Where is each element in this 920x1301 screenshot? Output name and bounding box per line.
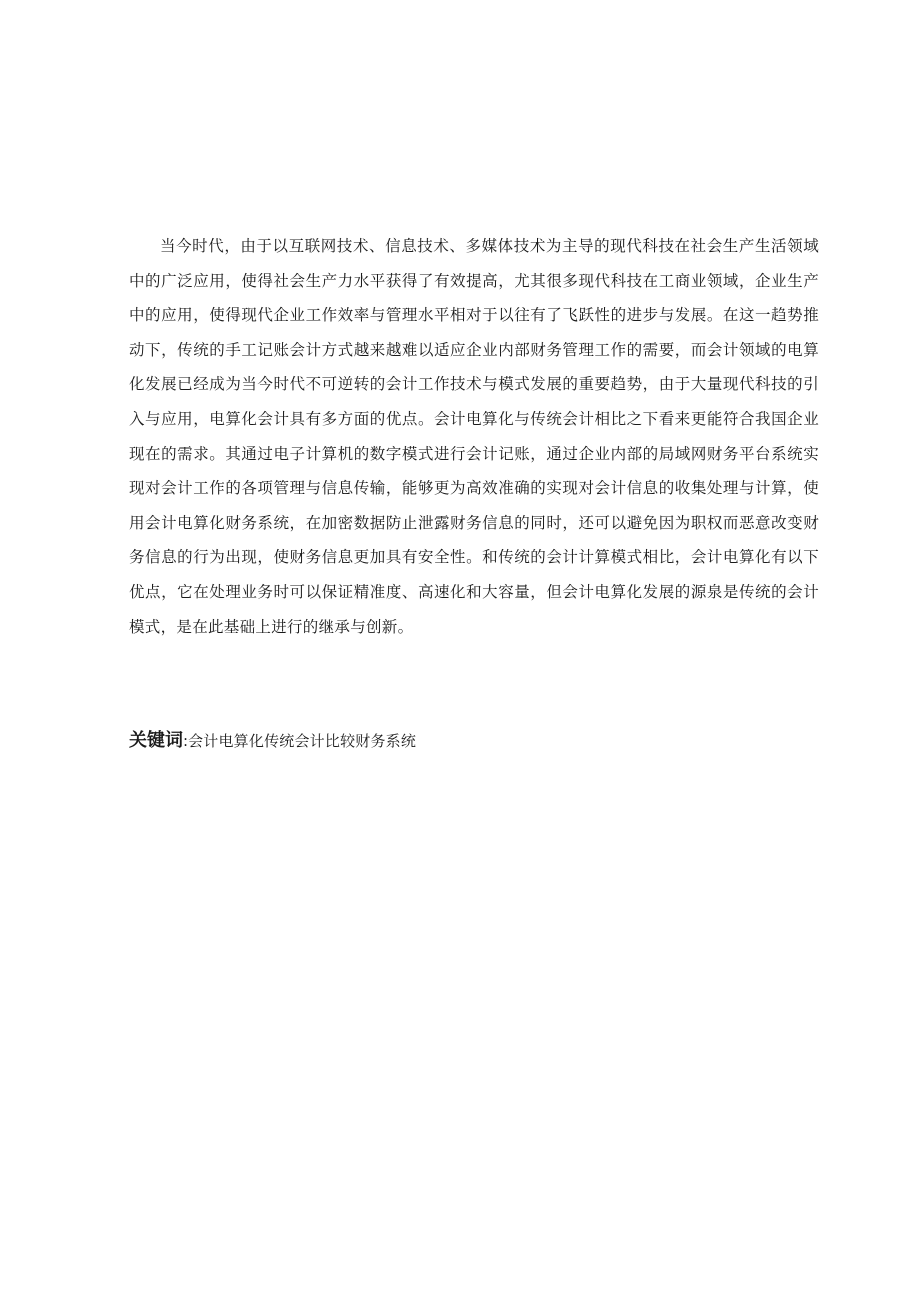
- abstract-paragraph: 当今时代，由于以互联网技术、信息技术、多媒体技术为主导的现代科技在社会生产生活领域中的广泛应用，使得社会生产力水平获得了有效提高，尤其很多现代科技在工商业领域，企业生产中的应用，使得现代企业工作效率与管理水平相对于以往有了飞跃性的进步与发展。在这一趋势推动下，传统的手工记账会计方式越来越难以适应企业内部财务管理工作的需要，而会计领域的电算化发展已经成为当今时代不可逆转的会计工作技术与模式发展的重要趋势，由于大量现代科技的引入与应用，电算化会计具有多方面的优点。会计电算化与传统会计相比之下看来更能符合我国企业现在的需求。其通过电子计算机的数字模式进行会计记账，通过企业内部的局域网财务平台系统实现对会计工作的各项管理与信息传输，能够更为高效准确的实现对会计信息的收集处理与计算，使用会计电算化财务系统，在加密数据防止泄露财务信息的同时，还可以避免因为职权而恶意改变财务信息的行为出现，使财务信息更加具有安全性。和传统的会计计算模式相比，会计电算化有以下优点，它在处理业务时可以保证精准度、高速化和大容量，但会计电算化发展的源泉是传统的会计模式，是在此基础上进行的继承与创新。: [129, 237, 819, 636]
- keywords-line: [129, 726, 416, 752]
- keywords-separator: :: [183, 732, 189, 750]
- keywords-label: 关键词: [129, 730, 183, 751]
- keywords-values: 会计电算化传统会计比较财务系统: [188, 732, 417, 750]
